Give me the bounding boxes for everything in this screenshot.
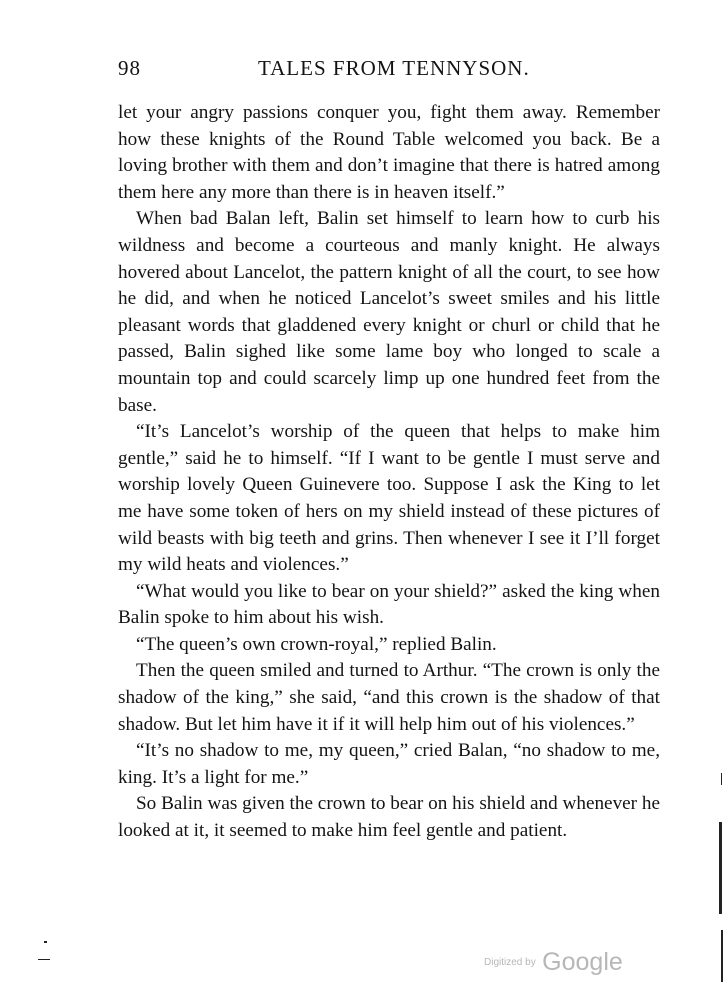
scan-edge-mark	[721, 773, 722, 785]
running-title: TALES FROM TENNYSON.	[258, 56, 530, 80]
digitized-label: Digitized by	[484, 957, 536, 968]
paragraph: When bad Balan left, Balin set himself to learn how to curb his wildness and become a courteous and manly knight. He always hovered about Lancelot, the pattern knight of all the court, to see how he did, and when he noticed Lancelot’s sweet smiles and his little pleasant words that gladdened every knight or churl or child that he passed, Balin sighed like some lame boy who longed to scale a mountain top and could scarcely limp up one hundred feet from the base.	[118, 208, 660, 416]
paragraph: “The queen’s own crown-royal,” replied Balin.	[136, 633, 497, 655]
google-logo: Google	[542, 948, 623, 976]
paragraph: So Balin was given the crown to bear on his shield and whenever he looked at it, it seemed to make him feel gentle and patient.	[118, 793, 660, 842]
scan-edge-mark	[719, 822, 722, 914]
paragraph: “What would you like to bear on your shield?” asked the king when Balin spoke to him about his wish.	[118, 580, 660, 629]
scan-edge-mark	[721, 930, 723, 982]
paragraph: let your angry passions conquer you, fight them away. Remember how these knights of the Round Table welcomed you back. Be a loving brother with them and don’t imagine that there is hatred among them here any more than there is in heaven itself.”	[118, 102, 660, 203]
paragraph: “It’s Lancelot’s worship of the queen that helps to make him gentle,” said he to himself. “If I want to be gentle I must serve and worship lovely Queen Guinevere too. Suppose I ask the King to let me have some token of hers on my shield instead of these pictures of wild beasts with big teeth and grins. Then whenever I see it I’ll forget my wild heats and violences.”	[118, 421, 660, 576]
page-header	[118, 56, 660, 86]
scan-dash-mark	[38, 959, 50, 960]
page-number: 98	[118, 56, 141, 80]
paragraph: Then the queen smiled and turned to Arthur. “The crown is only the shadow of the king,” she said, “and this crown is the shadow of that shadow. But let him have it if it will help him out of his violences.”	[118, 660, 660, 735]
body-text	[118, 100, 660, 845]
digitized-watermark	[484, 948, 623, 977]
scan-dot-mark	[44, 941, 47, 943]
paragraph: “It’s no shadow to me, my queen,” cried Balan, “no shadow to me, king. It’s a light for me.”	[118, 740, 660, 788]
